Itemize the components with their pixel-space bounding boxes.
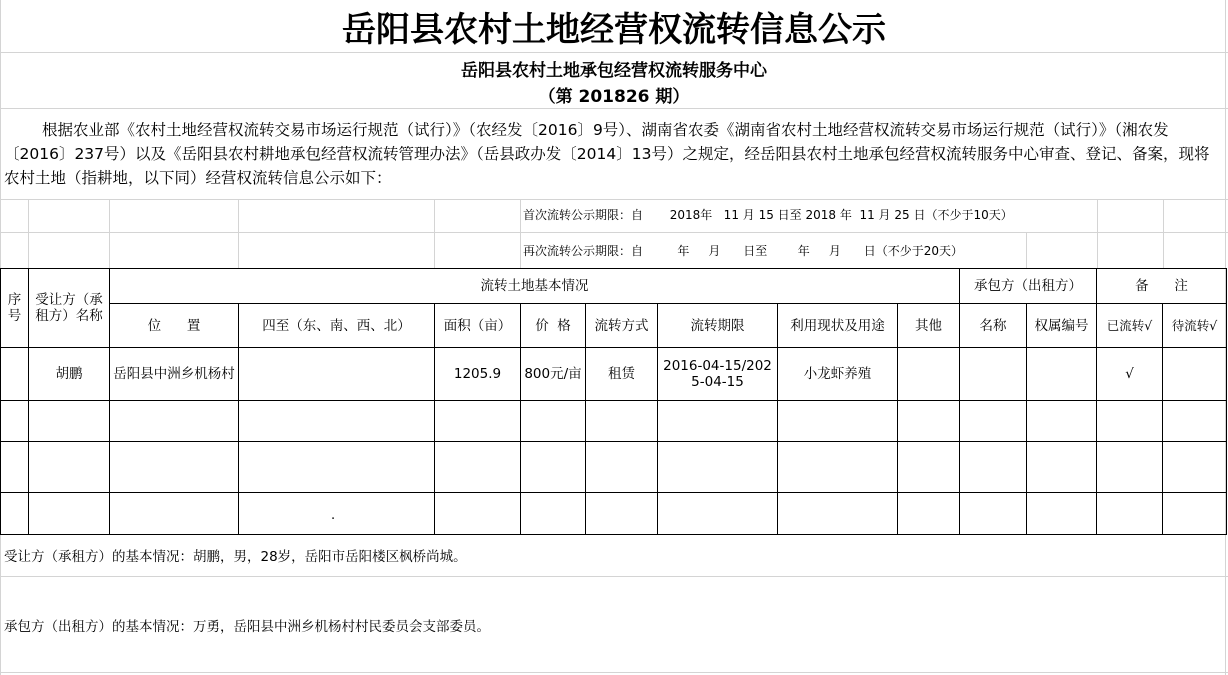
header-ownership-no: 权属编号: [1027, 304, 1097, 348]
cell-other: [898, 348, 960, 401]
header-transferred: 已流转√: [1097, 304, 1163, 348]
grid-line: [0, 108, 1228, 109]
header-price: 价 格: [521, 304, 586, 348]
second-notice-period: 再次流转公示期限：自 年 月 日至 年 月 日（不少于20天）: [523, 244, 964, 258]
grid-line: [0, 199, 1228, 200]
header-row-2: [1, 304, 1227, 348]
header-usage: 利用现状及用途: [778, 304, 898, 348]
cell-boundaries: [239, 348, 435, 401]
transferee-info: 受让方（承租方）的基本情况：胡鹏，男，28岁，岳阳市岳阳楼区枫桥尚城。: [4, 549, 467, 565]
header-name: 名称: [960, 304, 1027, 348]
header-area: 面积（亩）: [435, 304, 521, 348]
header-transferee: 受让方（承租方）名称: [29, 269, 110, 348]
cell-method: 租赁: [586, 348, 658, 401]
grid-line: [109, 199, 110, 268]
table-row: [1, 493, 1227, 535]
cell-ownership-no: [1027, 348, 1097, 401]
cell-pending: [1163, 348, 1227, 401]
table-row: [1, 401, 1227, 442]
cell-transferred: √: [1097, 348, 1163, 401]
table-row: [1, 348, 1227, 401]
cell-location: 岳阳县中洲乡机杨村: [110, 348, 239, 401]
grid-line: [434, 199, 435, 268]
page-title: 岳阳县农村土地经营权流转信息公示: [342, 10, 886, 50]
header-contractor: 承包方（出租方）: [960, 269, 1097, 304]
land-transfer-table: [0, 268, 1227, 535]
contractor-info: 承包方（出租方）的基本情况：万勇，岳阳县中洲乡机杨村村民委员会支部委员。: [4, 619, 490, 635]
grid-line: [1097, 199, 1098, 268]
cell-seq: [1, 348, 29, 401]
grid-line: [1163, 199, 1164, 268]
table-row: [1, 442, 1227, 493]
header-other: 其他: [898, 304, 960, 348]
page-subtitle: 岳阳县农村土地承包经营权流转服务中心: [461, 61, 767, 81]
cell-transferee: 胡鹏: [29, 348, 110, 401]
grid-line: [28, 199, 29, 268]
grid-line: [0, 672, 1228, 673]
header-term: 流转期限: [658, 304, 778, 348]
period-label: （第 201826 期）: [538, 87, 690, 107]
intro-paragraph: 根据农业部《农村土地经营权流转交易市场运行规范（试行）》（农经发〔2016〕9号）、湖南省农委《湖南省农村土地经营权流转交易市场运行规范（试行）》（湘农发〔2016〕237号）以及《岳阳县农村耕地承包经营权流转管理办法》（岳县政办发〔2014〕13号）之规定，经岳阳县农村土地承包经营权流转服务中心审查、登记、备案，现将农村土地（指耕地，以下同）经营权流转信息公示如下：: [4, 121, 1210, 187]
grid-line: [520, 199, 521, 268]
header-land-info: 流转土地基本情况: [110, 269, 960, 304]
grid-line: [0, 232, 1228, 233]
header-seq: 序号: [1, 269, 29, 348]
grid-line: [1026, 232, 1027, 268]
grid-line: [0, 52, 1228, 53]
stray-mark: .: [331, 508, 336, 523]
header-location: 位 置: [110, 304, 239, 348]
header-pending: 待流转√: [1163, 304, 1227, 348]
header-method: 流转方式: [586, 304, 658, 348]
header-remarks: 备 注: [1097, 269, 1227, 304]
cell-term: 2016-04-15/2025-04-15: [658, 348, 778, 401]
cell-area: 1205.9: [435, 348, 521, 401]
cell-name: [960, 348, 1027, 401]
cell-usage: 小龙虾养殖: [778, 348, 898, 401]
first-notice-period: 首次流转公示期限：自 2018年 11 月 15 日至 2018 年 11 月 25 日（不少于10天）: [523, 208, 1013, 222]
header-row-1: [1, 269, 1227, 304]
grid-line: [238, 199, 239, 268]
header-boundaries: 四至（东、南、西、北）: [239, 304, 435, 348]
cell-price: 800元/亩: [521, 348, 586, 401]
grid-line: [0, 576, 1228, 577]
